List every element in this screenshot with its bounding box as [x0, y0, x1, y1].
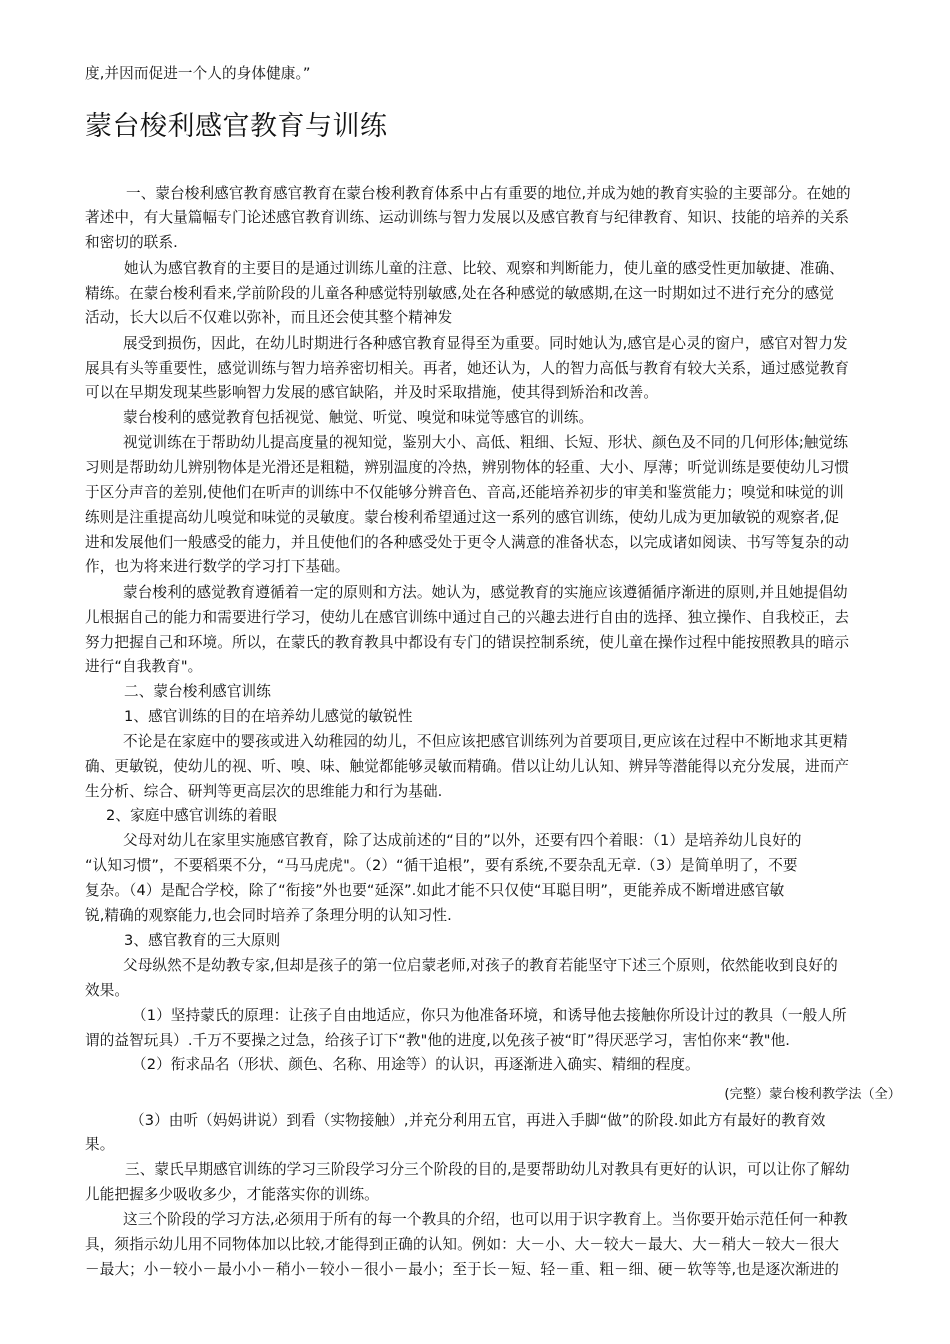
text-line: 她认为感官教育的主要目的是通过训练儿童的注意、比较、观察和判断能力，使儿童的感受性更加敏捷、准确、	[124, 260, 844, 277]
text-line: （2）衔求品名（形状、颜色、名称、用途等）的认识，再逐渐进入确实、精细的程度。	[132, 1056, 700, 1073]
text-line: 活动，长大以后不仅难以弥补，而且还会使其整个精神发	[85, 309, 453, 326]
text-line: 儿根据自己的能力和需要进行学习，使幼儿在感官训练中通过自己的兴趣去进行自由的选择、独立操作、自我校正，去	[85, 609, 850, 626]
text-line: －最大；小－较小－最小小－稍小－较小－很小－最小；至于长－短、轻－重、粗－细、硬－软等等,也是逐次渐进的	[85, 1261, 840, 1278]
intro-line: 度,并因而促进一个人的身体健康。”	[85, 65, 311, 82]
text-line: 生分析、综合、研判等更高层次的思维能力和行为基础.	[85, 783, 443, 800]
text-line: 效果。	[85, 982, 130, 999]
text-line: 复杂。（4）是配合学校，除了“衔接”外也要“延深”.如此才能不只仅使“耳聪目明”，更能养成不断增进感官敏	[85, 882, 785, 899]
text-line: 于区分声音的差别,使他们在听声的训练中不仅能够分辨音色、音高,还能培养初步的审美和鉴赏能力；嗅觉和味觉的训	[85, 484, 844, 501]
subsection-heading: 3、感官教育的三大原则	[124, 932, 281, 949]
text-line: 蒙台梭利的感觉教育遵循着一定的原则和方法。她认为，感觉教育的实施应该遵循循序渐进的原则,并且她提倡幼	[123, 584, 848, 601]
text-line: 展受到损伤，因此，在幼儿时期进行各种感官教育显得至为重要。同时她认为,感官是心灵的窗户，感官对智力发	[123, 335, 848, 352]
text-line: 视觉训练在于帮助幼儿提高度量的视知觉，鉴别大小、高低、粗细、长短、形状、颜色及不同的几何形体;触觉练	[123, 434, 849, 451]
text-line: “认知习惯”，不要稻栗不分，“马马虎虎"。（2）“循干追根”，要有系统,不要杂乱无章.（3）是简单明了，不要	[85, 857, 798, 874]
text-line: 展具有头等重要性，感觉训练与智力培养密切相关。再者，她还认为，人的智力高低与教育有较大关系，通过感觉教育	[85, 360, 850, 377]
text-line: 这三个阶段的学习方法,必须用于所有的每一个教具的介绍，也可以用于识字教育上。当你要开始示范任何一种教	[123, 1211, 848, 1228]
text-line: 精练。在蒙台梭利看来,学前阶段的儿童各种感觉特别敏感,处在各种感觉的敏感期,在这一时期如过不进行充分的感觉	[85, 285, 834, 302]
text-line: 不论是在家庭中的婴孩或进入幼稚园的幼儿，不但应该把感官训练列为首要项目,更应该在过程中不断地求其更精	[123, 733, 848, 750]
text-line: 练则是注重提高幼儿嗅觉和味觉的灵敏度。蒙台梭利希望通过这一系列的感官训练，使幼儿成为更加敏锐的观察者,促	[85, 509, 840, 526]
section-heading: 二、蒙台梭利感官训练	[124, 683, 271, 700]
text-line: 谓的益智玩具）.千万不要操之过急，给孩子订下“教"他的进度,以免孩子被“盯”得厌恶学习，害怕你来“教"他.	[85, 1032, 791, 1049]
text-line: 父母纵然不是幼教专家,但却是孩子的第一位启蒙老师,对孩子的教育若能坚守下述三个原则，依然能收到良好的	[123, 957, 838, 974]
text-line: 和密切的联系.	[85, 234, 178, 251]
text-line: 父母对幼儿在家里实施感官教育，除了达成前述的“目的”以外，还要有四个着眼：（1）是培养幼儿良好的	[123, 832, 802, 849]
text-line: 蒙台梭利的感觉教育包括视觉、触觉、听觉、嗅觉和味觉等感官的训练。	[123, 409, 594, 426]
text-line: 著述中，有大量篇幅专门论述感官教育训练、运动训练与智力发展以及感官教育与纪律教育、知识、技能的培养的关系	[85, 209, 850, 226]
text-line: 具，须指示幼儿用不同物体加以比较,才能得到正确的认知。例如：大－小、大－较大－最大、大－稍大－较大－很大	[85, 1236, 840, 1253]
text-line: 进行“自我教育"。	[85, 658, 203, 675]
section-heading: 三、蒙氏早期感官训练的学习三阶段学习分三个阶段的目的,是要帮助幼儿对教具有更好的认识，可以让你了解幼	[125, 1161, 850, 1178]
text-line: 一、蒙台梭利感官教育感官教育在蒙台梭利教育体系中占有重要的地位,并成为她的教育实验的主要部分。在她的	[126, 185, 851, 202]
document-title: 蒙台梭利感官教育与训练	[85, 111, 388, 142]
running-footer-note: (完整）蒙台梭利教学法（全）	[724, 1087, 901, 1102]
text-line: 锐,精确的观察能力,也会同时培养了条理分明的认知习性.	[85, 907, 452, 924]
text-line: 进和发展他们一般感受的能力，并且使他们的各种感受处于更令人满意的准备状态，以完成诸如阅读、书写等复杂的动	[85, 534, 850, 551]
subsection-heading: 2、家庭中感官训练的着眼	[106, 807, 278, 824]
text-line: 确、更敏锐，使幼儿的视、听、嗅、味、触觉都能够灵敏而精确。借以让幼儿认知、辨异等潜能得以充分发展，进而产	[85, 758, 850, 775]
text-line: 习则是帮助幼儿辨别物体是光滑还是粗糙，辨别温度的冷热，辨别物体的轻重、大小、厚薄；听觉训练是要使幼儿习惯	[85, 459, 850, 476]
text-line: （3）由听（妈妈讲说）到看（实物接触）,并充分利用五官，再进入手脚“做”的阶段.如此方有最好的教育效	[130, 1112, 826, 1129]
text-line: 努力把握自己和环境。所以，在蒙氏的教育教具中都设有专门的错误控制系统，使儿童在操作过程中能按照教具的暗示	[85, 634, 850, 651]
subsection-heading: 1、感官训练的目的在培养幼儿感觉的敏锐性	[124, 708, 413, 725]
text-line: 果。	[85, 1136, 115, 1153]
text-line: （1）坚持蒙氏的原理：让孩子自由地适应，你只为他准备环境，和诱导他去接触你所设计过的教具（一般人所	[132, 1007, 847, 1024]
text-line: 作，也为将来进行数学的学习打下基础。	[85, 558, 350, 575]
text-line: 儿能把握多少吸收多少，才能落实你的训练。	[85, 1186, 379, 1203]
text-line: 可以在早期发现某些影响智力发展的感官缺陷，并及时采取措施，使其得到矫治和改善。	[85, 384, 659, 401]
